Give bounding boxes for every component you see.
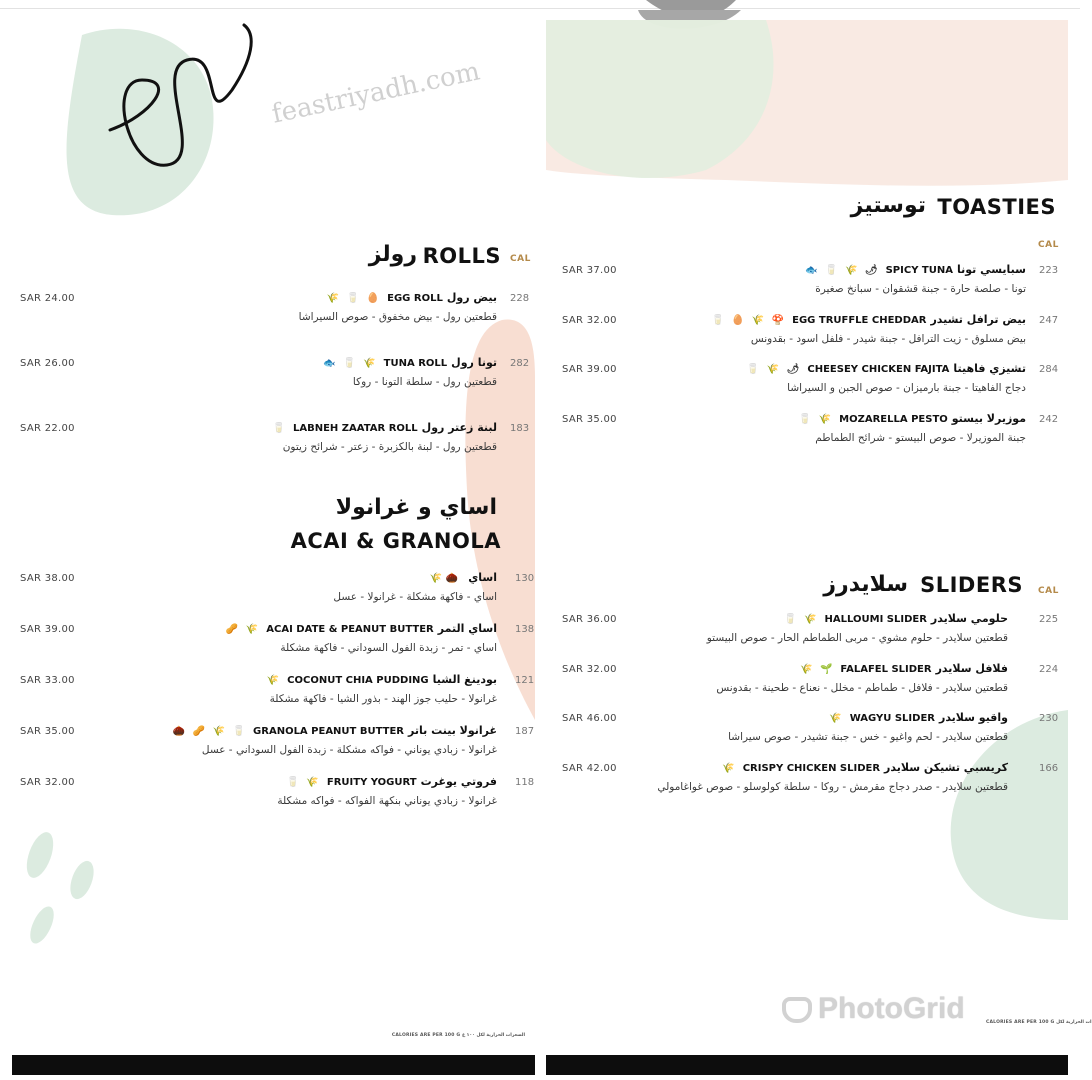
item-name	[747, 362, 1026, 375]
menu-item	[546, 763, 1068, 807]
item-name-en: CHEESEY CHICKEN FAJITA	[807, 364, 950, 375]
allergen-icons: 🐟 🥛 🌾	[323, 358, 378, 369]
menu-item	[546, 664, 1068, 708]
item-calories: 130	[515, 573, 535, 584]
rolls-title-en: ROLLS	[422, 244, 501, 268]
item-name	[784, 612, 1008, 625]
menu-item	[546, 414, 1068, 458]
item-name-en: MOZARELLA PESTO	[839, 414, 948, 425]
item-name	[430, 571, 497, 584]
menu-page-right	[546, 20, 1092, 1080]
item-calories: 247	[1039, 315, 1059, 326]
item-name	[173, 724, 497, 737]
item-name	[273, 421, 497, 434]
item-price: SAR 32.00	[562, 664, 617, 675]
item-name-ar: لبنة زعتر رول	[421, 421, 497, 434]
item-name-ar: سبايسي تونا	[956, 263, 1026, 276]
item-name	[712, 313, 1026, 326]
item-price: SAR 32.00	[20, 777, 75, 788]
item-calories: 118	[515, 777, 535, 788]
item-calories: 121	[515, 675, 535, 686]
menu-item	[12, 573, 535, 617]
menu-item	[546, 364, 1068, 408]
background-decoration	[546, 20, 1068, 1080]
allergen-icons: 🥛 🌾	[784, 614, 819, 625]
item-description: جبنة الموزيرلا - صوص البيستو - شرائح الطماطم	[815, 432, 1026, 444]
allergen-icons: 🥛 🌾 🌶	[746, 364, 802, 375]
item-calories: 284	[1039, 364, 1059, 375]
item-calories: 228	[510, 293, 530, 304]
footer-bar	[12, 1055, 535, 1075]
item-description: تونا - صلصة حارة - جبنة قشقوان - سبانخ صغيرة	[815, 283, 1026, 295]
item-calories: 224	[1039, 664, 1059, 675]
item-name-en: CRISPY CHICKEN SLIDER	[742, 763, 881, 774]
item-name-en: EGG TRUFFLE CHEDDAR	[792, 315, 927, 326]
menu-item	[546, 614, 1068, 658]
item-name-ar: حلومي سلايدر	[930, 612, 1008, 625]
item-name-ar: تشيزي فاهيتا	[953, 362, 1026, 375]
menu-page-left	[12, 20, 535, 1080]
item-name-en: COCONUT CHIA PUDDING	[287, 675, 429, 686]
item-name-en: TUNA ROLL	[383, 358, 448, 369]
item-name-ar: بودينغ الشيا	[432, 673, 497, 686]
item-name-ar: اساي التمر	[437, 622, 497, 635]
allergen-icons: 🥛 🌾	[286, 777, 321, 788]
allergen-icons: 🥛	[272, 423, 287, 434]
item-name-en: FALAFEL SLIDER	[840, 664, 932, 675]
item-price: SAR 46.00	[562, 713, 617, 724]
menu-item	[12, 726, 535, 770]
item-calories: 242	[1039, 414, 1059, 425]
item-name-en: HALLOUMI SLIDER	[824, 614, 927, 625]
sliders-title-ar: سلايدرز	[823, 572, 908, 597]
item-description: قطعتين رول - لبنة بالكزبرة - زعتر - شرائح زيتون	[282, 441, 497, 453]
acai-title-en: ACAI & GRANOLA	[290, 529, 501, 553]
item-description: بيض مسلوق - زيت الترافل - جبنة شيدر - فلفل اسود - بقدونس	[750, 333, 1026, 345]
item-description: اساي - تمر - زبدة الفول السوداني - فاكهة مشكلة	[280, 642, 497, 654]
menu-item	[12, 624, 535, 668]
item-calories: 223	[1039, 265, 1059, 276]
item-price: SAR 38.00	[20, 573, 75, 584]
item-price: SAR 39.00	[20, 624, 75, 635]
top-divider	[0, 8, 1080, 9]
item-name-ar: بيض رول	[446, 291, 497, 304]
item-price: SAR 24.00	[20, 293, 75, 304]
item-name	[722, 761, 1008, 774]
item-name-en: FRUITY YOGURT	[326, 777, 417, 788]
item-name-en: SPICY TUNA	[885, 265, 953, 276]
allergen-icons: 🥛 🌾	[798, 414, 834, 425]
item-name-ar: كريسبي تشيكن سلايدر	[884, 761, 1008, 774]
item-calories: 138	[515, 624, 535, 635]
item-name-ar: غرانولا بينت باتر	[408, 724, 497, 737]
item-price: SAR 35.00	[20, 726, 75, 737]
allergen-icons: 🌾 🥛 🥚	[326, 293, 382, 304]
photogrid-logo-icon	[782, 997, 812, 1023]
item-description: غرانولا - زبادي يوناني بنكهة الفواكه - فواكه مشكلة	[277, 795, 497, 807]
item-name	[327, 291, 497, 304]
item-name-ar: واقيو سلايدر	[938, 711, 1008, 724]
item-price: SAR 42.00	[562, 763, 617, 774]
allergen-icons: 🌾 🌰	[429, 573, 459, 584]
item-name-en: ACAI DATE & PEANUT BUTTER	[266, 624, 434, 635]
allergen-icons: 🐟 🥛 🌾 🌶	[805, 265, 880, 276]
menu-item	[12, 675, 535, 719]
calorie-footnote: CALORIES ARE PER 100 G السعرات الحرارية لكل ١٠٠ غ	[391, 1033, 525, 1038]
item-name-ar: بيض ترافل تشيدر	[930, 313, 1026, 326]
allergen-icons: 🌾	[266, 675, 282, 686]
item-name	[323, 356, 497, 369]
item-description: قطعتين سلايدر - فلافل - طماطم - مخلل - نعناع - طحينة - بقدونس	[716, 682, 1008, 694]
item-name	[805, 263, 1026, 276]
menu-item	[12, 358, 535, 402]
item-price: SAR 32.00	[562, 315, 617, 326]
item-name	[800, 662, 1008, 675]
toasties-title-en: TOASTIES	[937, 195, 1056, 219]
item-name	[267, 673, 497, 686]
item-price: SAR 35.00	[562, 414, 617, 425]
toasties-title-ar: توستيز	[850, 193, 926, 218]
allergen-icons: 🥜 🌾	[225, 624, 261, 635]
item-calories: 187	[515, 726, 535, 737]
item-name-ar: تونا رول	[451, 356, 497, 369]
item-description: قطعتين رول - سلطة التونا - روكا	[352, 376, 497, 388]
item-calories: 183	[510, 423, 530, 434]
item-description: قطعتين سلايدر - حلوم مشوي - مربى الطماطم الحار - صوص البيستو	[706, 632, 1008, 644]
allergen-icons: 🥛 🥚 🌾 🍄	[711, 315, 787, 326]
acai-title-ar: اساي و غرانولا	[335, 495, 497, 520]
site-watermark: feastriyadh.com	[269, 56, 483, 130]
allergen-icons: 🌰 🥜 🌾 🥛	[172, 726, 248, 737]
item-description: قطعتين سلايدر - صدر دجاج مقرمش - روكا - سلطة كولوسلو - صوص غواغامولي	[657, 781, 1008, 793]
item-price: SAR 26.00	[20, 358, 75, 369]
calorie-footnote: CALORIES ARE PER 100 G ات الحرارية لكل	[986, 1020, 1092, 1025]
item-price: SAR 39.00	[562, 364, 617, 375]
item-name-en: LABNEH ZAATAR ROLL	[293, 423, 418, 434]
menu-item	[12, 293, 535, 337]
item-name	[286, 775, 497, 788]
item-name	[799, 412, 1026, 425]
photogrid-watermark	[782, 992, 965, 1026]
item-description: قطعتين سلايدر - لحم واغيو - خس - جبنة تشيدر - صوص سيراشا	[728, 731, 1008, 743]
item-name	[226, 622, 497, 635]
item-name-ar: فلافل سلايدر	[935, 662, 1008, 675]
item-description: قطعتين رول - بيض مخفوق - صوص السيراشا	[298, 311, 497, 323]
menu-item	[12, 423, 535, 467]
item-name-ar: اساي	[468, 571, 497, 584]
item-price: SAR 22.00	[20, 423, 75, 434]
allergen-icons: 🌾	[722, 763, 737, 774]
rolls-title-ar: رولز	[368, 242, 417, 267]
item-name-en: EGG ROLL	[387, 293, 443, 304]
item-name-ar: موزيرلا بيستو	[951, 412, 1026, 425]
photogrid-label: PhotoGrid	[818, 992, 965, 1025]
item-description: دجاج الفاهيتا - جبنة بارميزان - صوص الجبن و السيراشا	[787, 382, 1026, 394]
item-name	[829, 711, 1008, 724]
cal-column-header: CAL	[1038, 586, 1059, 596]
menu-item	[546, 265, 1068, 309]
item-price: SAR 36.00	[562, 614, 617, 625]
item-calories: 166	[1039, 763, 1059, 774]
menu-item	[12, 777, 535, 821]
item-description: اساي - فاكهة مشكلة - غرانولا - عسل	[333, 591, 497, 603]
item-price: SAR 37.00	[562, 265, 617, 276]
cal-column-header: CAL	[1038, 240, 1059, 250]
item-price: SAR 33.00	[20, 675, 75, 686]
cal-column-header: CAL	[510, 254, 531, 264]
item-description: غرانولا - زبادي يوناني - فواكه مشكلة - زبدة الفول السوداني - عسل	[201, 744, 497, 756]
item-name-en: GRANOLA PEANUT BUTTER	[253, 726, 404, 737]
item-description: غرانولا - حليب جوز الهند - بذور الشيا - فاكهة مشكلة	[269, 693, 497, 705]
item-name-en: WAGYU SLIDER	[849, 713, 935, 724]
footer-bar	[546, 1055, 1068, 1075]
allergen-icons: 🌾	[829, 713, 844, 724]
menu-item	[546, 315, 1068, 359]
item-calories: 230	[1039, 713, 1059, 724]
item-calories: 225	[1039, 614, 1059, 625]
menu-item	[546, 713, 1068, 757]
sliders-title-en: SLIDERS	[920, 573, 1023, 597]
allergen-icons: 🌾 🌱	[800, 664, 835, 675]
item-calories: 282	[510, 358, 530, 369]
item-name-ar: فروتي يوغرت	[420, 775, 497, 788]
